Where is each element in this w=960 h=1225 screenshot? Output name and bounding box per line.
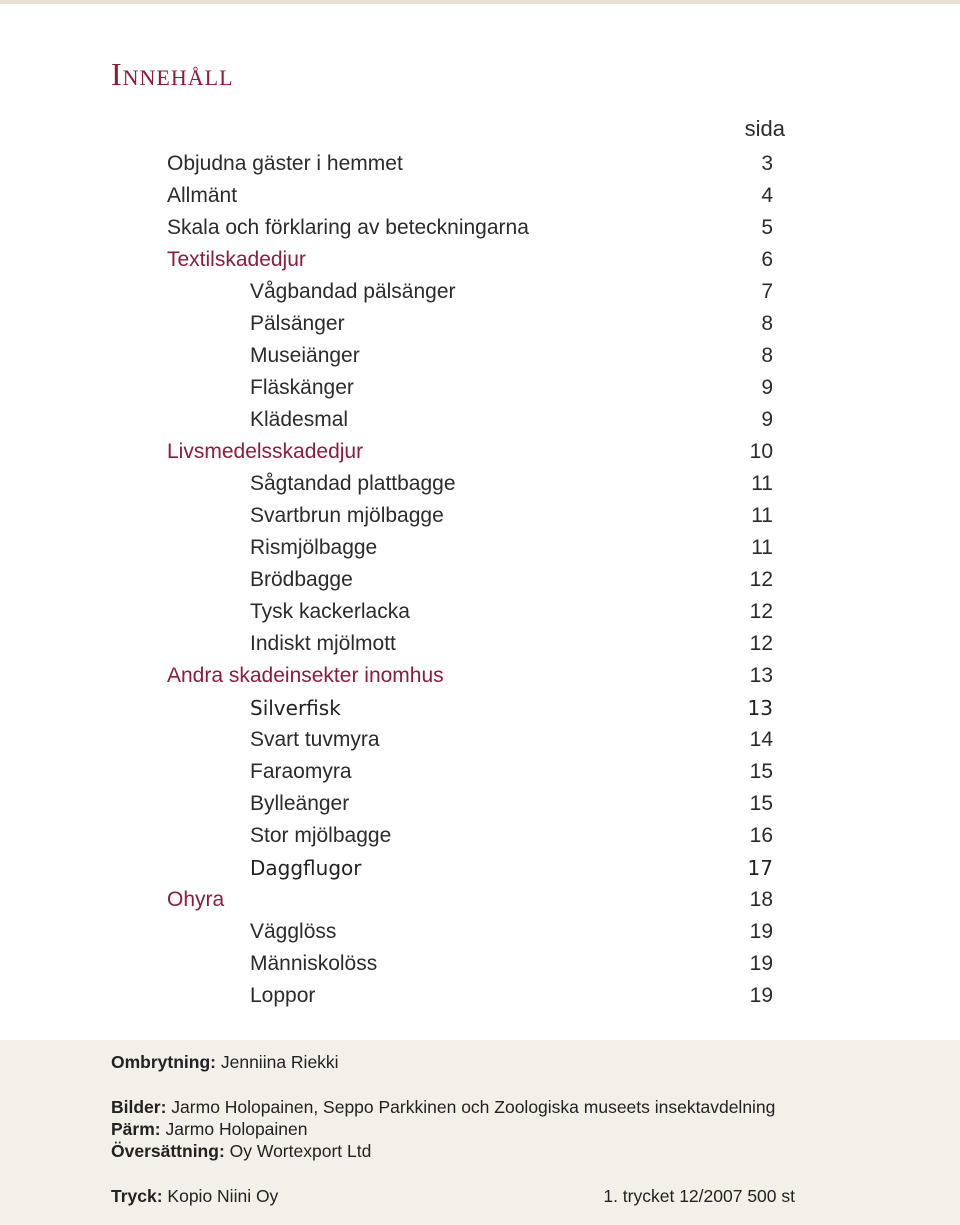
toc-entry-title: Vägglöss [250, 920, 337, 943]
toc-row [167, 628, 773, 660]
page-column-label: sida [744, 116, 785, 141]
toc-page-number: 18 [749, 888, 773, 911]
page-title: Innehåll [111, 56, 234, 92]
credit-label: Tryck: [111, 1186, 163, 1206]
toc-row [167, 372, 773, 404]
toc-page-number: 16 [749, 824, 773, 847]
edition-note: 1. trycket 12/2007 500 st [603, 1186, 795, 1206]
toc-page-number: 19 [749, 920, 773, 943]
toc-entry-title: Allmänt [167, 184, 238, 207]
credit-label: Översättning: [111, 1141, 225, 1161]
toc-row [167, 564, 773, 596]
toc-row [167, 340, 773, 372]
toc-row [167, 916, 773, 948]
toc-entry-title: Svartbrun mjölbagge [250, 504, 444, 527]
toc-page-number: 11 [751, 504, 773, 527]
toc-entry-title: Brödbagge [250, 568, 353, 591]
credit-cover [111, 1119, 308, 1140]
toc-entry-title: Tysk kackerlacka [250, 600, 410, 623]
toc-row [167, 852, 773, 884]
credit-print [111, 1186, 278, 1207]
toc-row [167, 180, 773, 212]
toc-section-row [167, 244, 773, 276]
toc-entry-title: Faraomyra [250, 760, 352, 783]
credit-value: Jarmo Holopainen [160, 1119, 308, 1139]
toc-entry-title: Textilskadedjur [167, 248, 306, 271]
toc-row [167, 212, 773, 244]
toc-entry-title: Klädesmal [250, 408, 349, 431]
toc-row [167, 276, 773, 308]
toc-row [167, 788, 773, 820]
toc-entry-title: Fläskänger [250, 376, 354, 399]
toc-page-number: 12 [749, 600, 773, 623]
toc-entry-title: Livsmedelsskadedjur [167, 440, 364, 463]
credit-images [111, 1097, 775, 1118]
toc-page-number: 6 [761, 248, 773, 271]
toc-entry-title: Rismjölbagge [250, 536, 378, 559]
table-of-contents [167, 148, 773, 1012]
top-divider [0, 0, 960, 4]
toc-row [167, 724, 773, 756]
toc-row [167, 692, 773, 724]
toc-row [167, 948, 773, 980]
toc-page-number: 5 [761, 216, 773, 239]
credit-label: Ombrytning: [111, 1052, 216, 1072]
credit-label: Pärm: [111, 1119, 161, 1139]
toc-page-number: 17 [747, 856, 773, 880]
credit-layout [111, 1052, 339, 1073]
toc-row [167, 756, 773, 788]
toc-row [167, 596, 773, 628]
toc-section-row [167, 660, 773, 692]
toc-page-number: 8 [761, 344, 773, 367]
credit-value: Kopio Niini Oy [162, 1186, 279, 1206]
toc-entry-title: Ohyra [167, 888, 225, 911]
toc-row [167, 532, 773, 564]
toc-entry-title: Skala och förklaring av beteckningarna [167, 216, 529, 239]
toc-entry-title: Objudna gäster i hemmet [167, 152, 403, 175]
toc-page-number: 10 [749, 440, 773, 463]
toc-page-number: 9 [761, 376, 773, 399]
toc-row [167, 820, 773, 852]
toc-page-number: 19 [749, 952, 773, 975]
toc-section-row [167, 884, 773, 916]
toc-page-number: 3 [761, 152, 773, 175]
credit-value: Jarmo Holopainen, Seppo Parkkinen och Zoologiska museets insektavdelning [166, 1097, 776, 1117]
toc-page-number: 12 [749, 632, 773, 655]
toc-row [167, 500, 773, 532]
toc-entry-title: Indiskt mjölmott [250, 632, 396, 655]
toc-row [167, 468, 773, 500]
credit-label: Bilder: [111, 1097, 167, 1117]
toc-page-number: 4 [761, 184, 773, 207]
toc-row [167, 980, 773, 1012]
toc-entry-title: Vågbandad pälsänger [250, 280, 456, 303]
credit-value: Jenniina Riekki [216, 1052, 339, 1072]
toc-page-number: 9 [761, 408, 773, 431]
toc-entry-title: Bylleänger [250, 792, 350, 815]
toc-page-number: 13 [749, 664, 773, 687]
toc-entry-title: Daggflugor [250, 856, 362, 880]
toc-section-row [167, 436, 773, 468]
toc-entry-title: Sågtandad plattbagge [250, 472, 456, 495]
toc-entry-title: Svart tuvmyra [250, 728, 380, 751]
toc-entry-title: Museiänger [250, 344, 360, 367]
toc-row [167, 308, 773, 340]
toc-page-number: 15 [749, 792, 773, 815]
toc-page-number: 11 [751, 472, 773, 495]
toc-entry-title: Andra skadeinsekter inomhus [167, 664, 444, 687]
toc-page-number: 14 [749, 728, 773, 751]
toc-page-number: 12 [749, 568, 773, 591]
credit-translation [111, 1141, 371, 1162]
credit-value: Oy Wortexport Ltd [224, 1141, 372, 1161]
toc-row [167, 404, 773, 436]
toc-page-number: 19 [749, 984, 773, 1007]
toc-row [167, 148, 773, 180]
toc-entry-title: Stor mjölbagge [250, 824, 392, 847]
toc-entry-title: Loppor [250, 984, 316, 1007]
toc-page-number: 7 [761, 280, 773, 303]
toc-page-number: 11 [751, 536, 773, 559]
toc-page-number: 8 [761, 312, 773, 335]
toc-entry-title: Pälsänger [250, 312, 345, 335]
toc-entry-title: Silverfisk [250, 696, 341, 720]
toc-page-number: 15 [749, 760, 773, 783]
toc-page-number: 13 [747, 696, 773, 720]
toc-entry-title: Människolöss [250, 952, 378, 975]
